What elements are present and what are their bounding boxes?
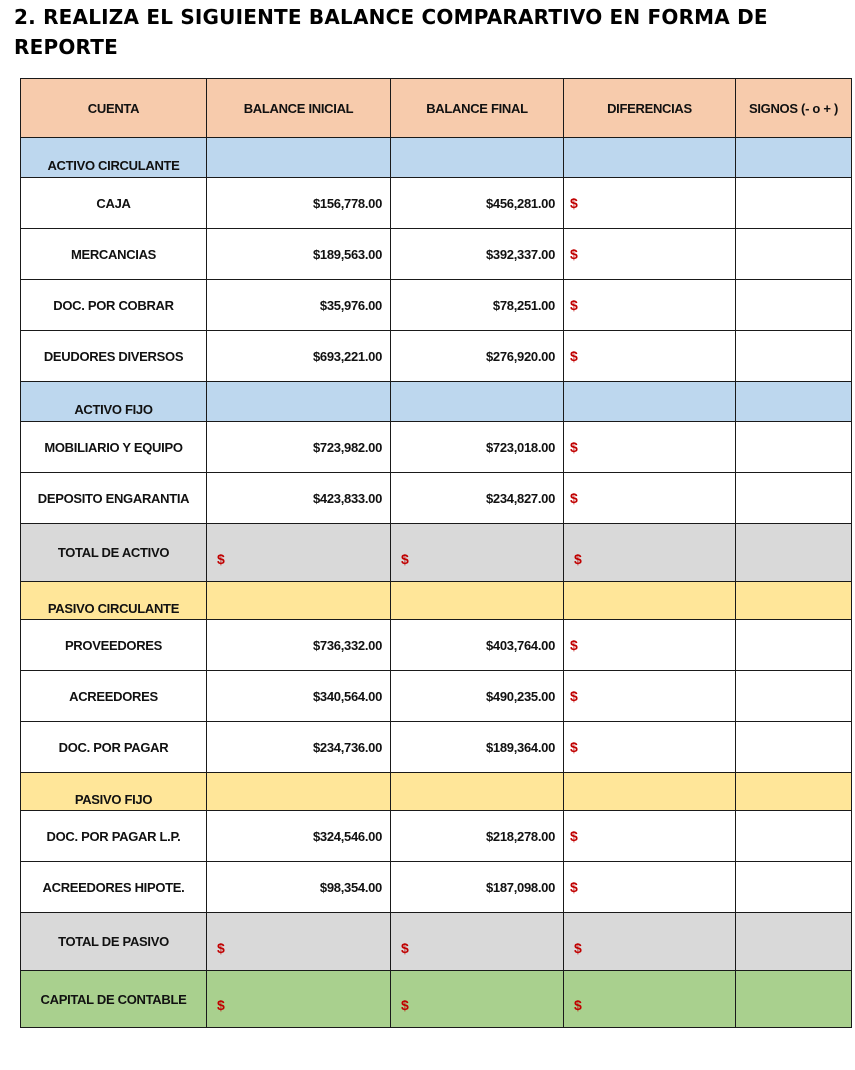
- diferencia-cell[interactable]: [564, 280, 736, 331]
- dollar-sign: $: [570, 637, 578, 653]
- cuenta-cell: DOC. POR PAGAR: [21, 722, 207, 773]
- cuenta-cell: PROVEEDORES: [21, 620, 207, 671]
- balance-inicial-cell: $693,221.00: [207, 331, 391, 382]
- diferencia-cell[interactable]: [564, 422, 736, 473]
- section-label: PASIVO CIRCULANTE: [47, 601, 180, 616]
- section-label: PASIVO FIJO: [74, 792, 153, 807]
- balance-final-cell: $456,281.00: [391, 178, 564, 229]
- dollar-sign: $: [570, 246, 578, 262]
- header-cuenta: CUENTA: [21, 79, 207, 138]
- balance-inicial-cell: $324,546.00: [207, 811, 391, 862]
- cuenta-cell: ACREEDORES HIPOTE.: [21, 862, 207, 913]
- signo-cell[interactable]: [736, 620, 852, 671]
- cuenta-cell: CAJA: [21, 178, 207, 229]
- diferencia-cell[interactable]: [564, 671, 736, 722]
- diferencia-cell[interactable]: [564, 620, 736, 671]
- balance-inicial-cell: $98,354.00: [207, 862, 391, 913]
- diferencia-cell[interactable]: [564, 473, 736, 524]
- total-activo-inicial[interactable]: [207, 524, 391, 582]
- table-row: [21, 331, 852, 382]
- signo-cell[interactable]: [736, 671, 852, 722]
- table-header-row: [21, 79, 852, 138]
- signo-cell[interactable]: [736, 862, 852, 913]
- balance-inicial-cell: $35,976.00: [207, 280, 391, 331]
- dollar-sign: $: [570, 828, 578, 844]
- dollar-sign: $: [401, 939, 409, 956]
- balance-inicial-cell: $189,563.00: [207, 229, 391, 280]
- cuenta-cell: DOC. POR PAGAR L.P.: [21, 811, 207, 862]
- total-activo-row: [21, 524, 852, 582]
- balance-final-cell: $276,920.00: [391, 331, 564, 382]
- total-activo-label: TOTAL DE ACTIVO: [21, 524, 207, 582]
- dollar-sign: $: [401, 997, 409, 1013]
- dollar-sign: $: [570, 490, 578, 506]
- dollar-sign: $: [217, 939, 225, 956]
- table-row: [21, 811, 852, 862]
- table-row: [21, 862, 852, 913]
- dollar-sign: $: [217, 550, 225, 567]
- table-row: [21, 422, 852, 473]
- dollar-sign: $: [570, 439, 578, 455]
- signo-cell[interactable]: [736, 331, 852, 382]
- balance-final-cell: $189,364.00: [391, 722, 564, 773]
- total-pasivo-signo[interactable]: [736, 913, 852, 971]
- header-balance-inicial: BALANCE INICIAL: [207, 79, 391, 138]
- signo-cell[interactable]: [736, 811, 852, 862]
- capital-signo[interactable]: [736, 971, 852, 1028]
- cuenta-cell: MERCANCIAS: [21, 229, 207, 280]
- section-row-pasivo-fijo: [21, 773, 852, 811]
- dollar-sign: $: [574, 997, 582, 1013]
- dollar-sign: $: [217, 997, 225, 1013]
- diferencia-cell[interactable]: [564, 331, 736, 382]
- balance-final-cell: $218,278.00: [391, 811, 564, 862]
- dollar-sign: $: [570, 688, 578, 704]
- cuenta-cell: DEUDORES DIVERSOS: [21, 331, 207, 382]
- balance-final-cell: $490,235.00: [391, 671, 564, 722]
- section-label: ACTIVO CIRCULANTE: [47, 158, 180, 173]
- section-label: ACTIVO FIJO: [74, 402, 153, 417]
- diferencia-cell[interactable]: [564, 178, 736, 229]
- total-pasivo-inicial[interactable]: [207, 913, 391, 971]
- table-row: [21, 229, 852, 280]
- total-activo-signo[interactable]: [736, 524, 852, 582]
- total-activo-diferencia[interactable]: [564, 524, 736, 582]
- dollar-sign: $: [574, 550, 582, 567]
- capital-inicial[interactable]: [207, 971, 391, 1028]
- signo-cell[interactable]: [736, 178, 852, 229]
- cuenta-cell: DOC. POR COBRAR: [21, 280, 207, 331]
- table-row: [21, 671, 852, 722]
- balance-inicial-cell: $423,833.00: [207, 473, 391, 524]
- balance-inicial-cell: $340,564.00: [207, 671, 391, 722]
- signo-cell[interactable]: [736, 422, 852, 473]
- cuenta-cell: DEPOSITO ENGARANTIA: [21, 473, 207, 524]
- signo-cell[interactable]: [736, 722, 852, 773]
- dollar-sign: $: [570, 195, 578, 211]
- table-row: [21, 722, 852, 773]
- dollar-sign: $: [570, 297, 578, 313]
- capital-final[interactable]: [391, 971, 564, 1028]
- capital-contable-row: [21, 971, 852, 1028]
- balance-final-cell: $723,018.00: [391, 422, 564, 473]
- table-row: [21, 280, 852, 331]
- cuenta-cell: ACREEDORES: [21, 671, 207, 722]
- header-diferencias: DIFERENCIAS: [564, 79, 736, 138]
- balance-final-cell: $78,251.00: [391, 280, 564, 331]
- cuenta-cell: MOBILIARIO Y EQUIPO: [21, 422, 207, 473]
- balance-final-cell: $392,337.00: [391, 229, 564, 280]
- table-row: [21, 620, 852, 671]
- balance-final-cell: $187,098.00: [391, 862, 564, 913]
- section-row-activo-fijo: [21, 382, 852, 422]
- signo-cell[interactable]: [736, 280, 852, 331]
- page-title: 2. REALIZA EL SIGUIENTE BALANCE COMPARARTIVO EN FORMA DE REPORTE: [14, 5, 768, 59]
- balance-inicial-cell: $723,982.00: [207, 422, 391, 473]
- balance-final-cell: $403,764.00: [391, 620, 564, 671]
- capital-contable-label: CAPITAL DE CONTABLE: [21, 971, 207, 1028]
- dollar-sign: $: [570, 879, 578, 895]
- signo-cell[interactable]: [736, 229, 852, 280]
- dollar-sign: $: [401, 550, 409, 567]
- header-balance-final: BALANCE FINAL: [391, 79, 564, 138]
- signo-cell[interactable]: [736, 473, 852, 524]
- balance-inicial-cell: $736,332.00: [207, 620, 391, 671]
- capital-diferencia[interactable]: [564, 971, 736, 1028]
- diferencia-cell[interactable]: [564, 722, 736, 773]
- dollar-sign: $: [570, 739, 578, 755]
- section-row-pasivo-circulante: [21, 582, 852, 620]
- total-pasivo-row: [21, 913, 852, 971]
- total-pasivo-diferencia[interactable]: [564, 913, 736, 971]
- diferencia-cell[interactable]: [564, 862, 736, 913]
- header-signos: SIGNOS (- o + ): [736, 79, 852, 138]
- total-pasivo-label: TOTAL DE PASIVO: [21, 913, 207, 971]
- balance-final-cell: $234,827.00: [391, 473, 564, 524]
- diferencia-cell[interactable]: [564, 811, 736, 862]
- balance-table: [20, 78, 852, 1028]
- total-activo-final[interactable]: [391, 524, 564, 582]
- dollar-sign: $: [574, 939, 582, 956]
- diferencia-cell[interactable]: [564, 229, 736, 280]
- table-row: [21, 473, 852, 524]
- total-pasivo-final[interactable]: [391, 913, 564, 971]
- section-row-activo-circulante: [21, 138, 852, 178]
- balance-inicial-cell: $234,736.00: [207, 722, 391, 773]
- table-row: [21, 178, 852, 229]
- balance-inicial-cell: $156,778.00: [207, 178, 391, 229]
- dollar-sign: $: [570, 348, 578, 364]
